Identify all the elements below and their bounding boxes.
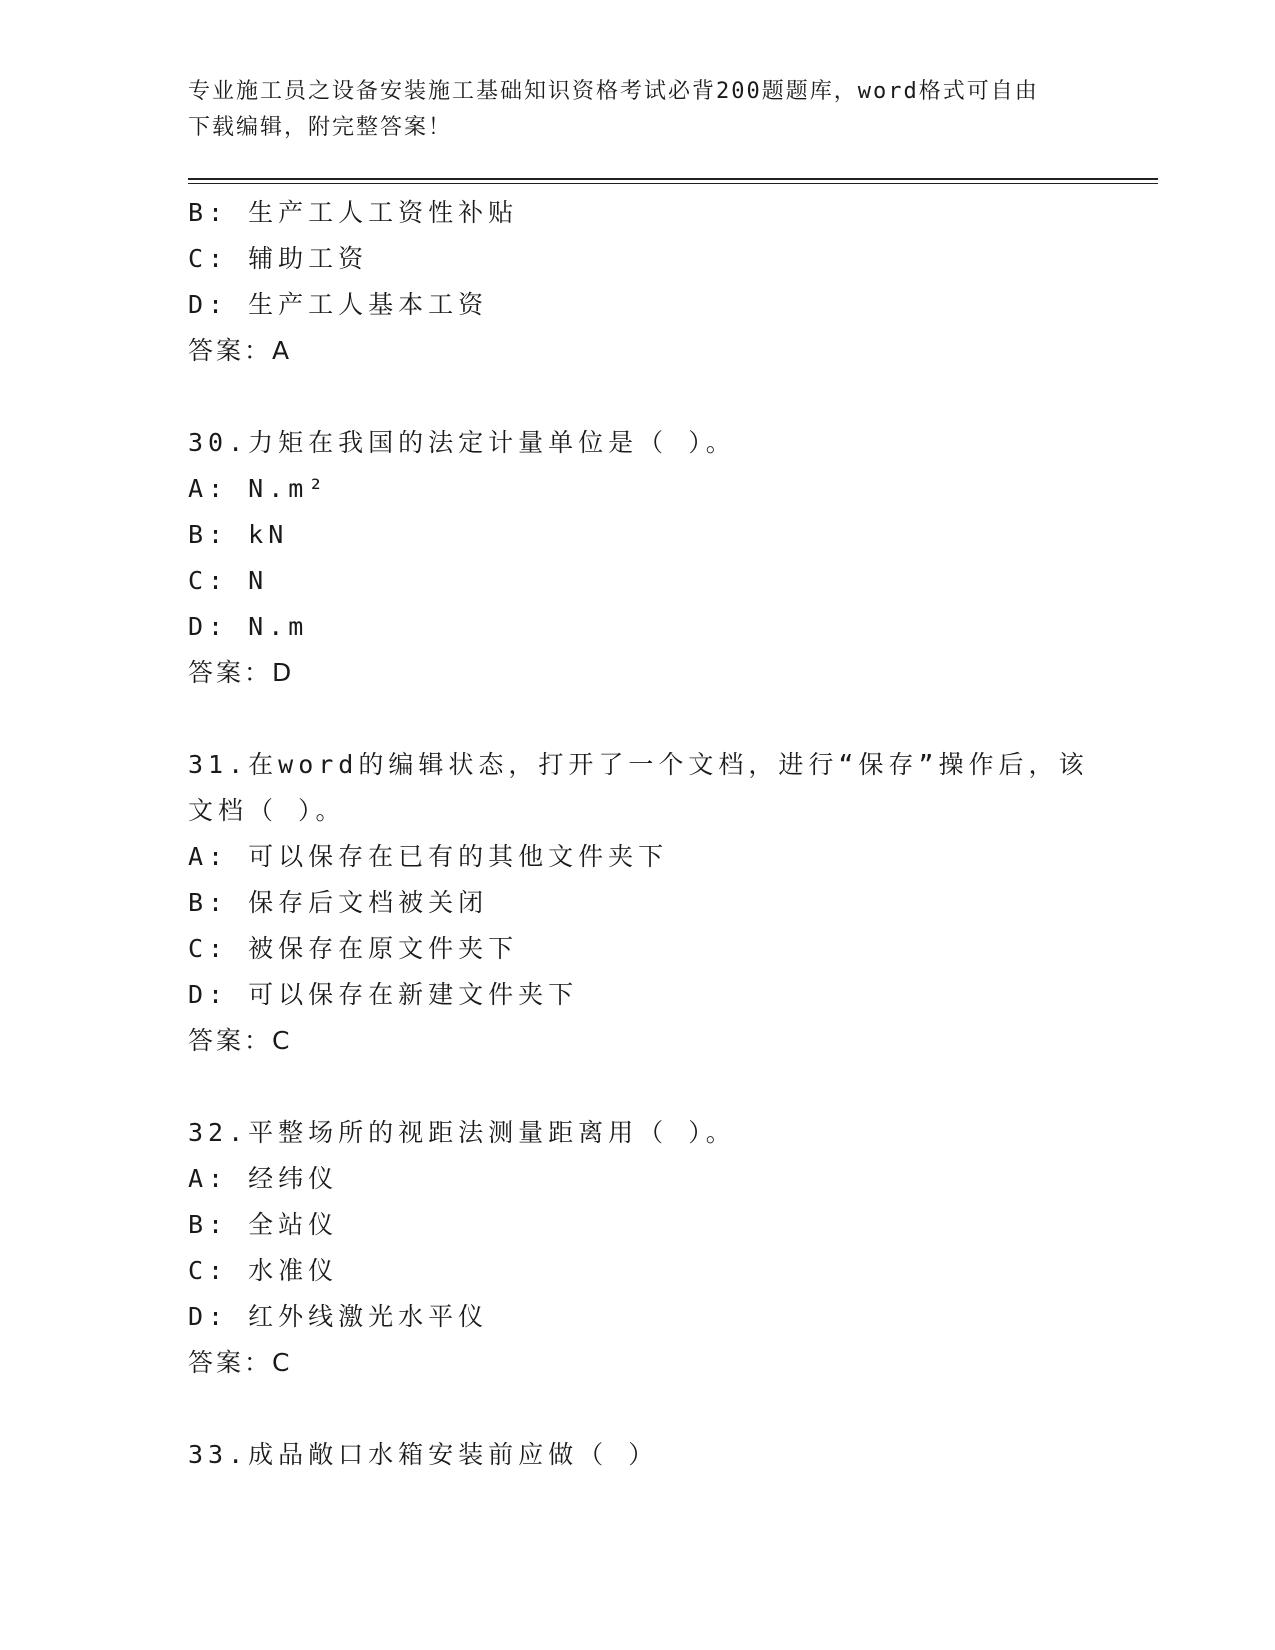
option-d: D: N.m [188,612,309,641]
option-c: C: 水准仪 [188,1256,339,1285]
option-d: D: 可以保存在新建文件夹下 [188,980,579,1009]
question-stem: 33.成品敞口水箱安装前应做（ ） [188,1440,659,1469]
option-a: A: 经纬仪 [188,1164,339,1193]
answer: 答案：D [188,658,295,687]
question-stem: 31.在word的编辑状态，打开了一个文档，进行“保存”操作后，该 [188,750,1089,779]
option-b: B: 全站仪 [188,1210,339,1239]
answer: 答案：C [188,1348,293,1377]
header-divider-thin [188,183,1158,184]
question-32 [188,1110,1138,1386]
option-d: D: 红外线激光水平仪 [188,1302,489,1331]
option-b: B: 生产工人工资性补贴 [188,198,519,227]
header-line-2: 下载编辑，附完整答案！ [188,115,453,140]
header-line-1: 专业施工员之设备安装施工基础知识资格考试必背200题题库，word格式可自由 [188,79,1039,104]
option-b: B: 保存后文档被关闭 [188,888,489,917]
question-29-continued [188,190,1138,374]
document-header [188,74,1088,146]
spacer [188,1386,1138,1432]
question-stem-continued: 文档（ ）。 [188,796,346,825]
spacer [188,1064,1138,1110]
spacer [188,374,1138,420]
option-c: C: 辅助工资 [188,244,369,273]
question-stem: 30.力矩在我国的法定计量单位是（ ）。 [188,428,736,457]
header-divider-thick [188,178,1158,180]
question-31 [188,742,1138,1064]
spacer [188,696,1138,742]
option-a: A: N.m² [188,474,329,503]
option-b: B: kN [188,520,289,549]
option-d: D: 生产工人基本工资 [188,290,489,319]
question-list [188,190,1138,1478]
question-stem: 32.平整场所的视距法测量距离用（ ）。 [188,1118,736,1147]
option-c: C: N [188,566,269,595]
option-c: C: 被保存在原文件夹下 [188,934,519,963]
question-30 [188,420,1138,696]
answer: 答案：C [188,1026,293,1055]
answer: 答案：A [188,336,293,365]
option-a: A: 可以保存在已有的其他文件夹下 [188,842,669,871]
question-33 [188,1432,1138,1478]
